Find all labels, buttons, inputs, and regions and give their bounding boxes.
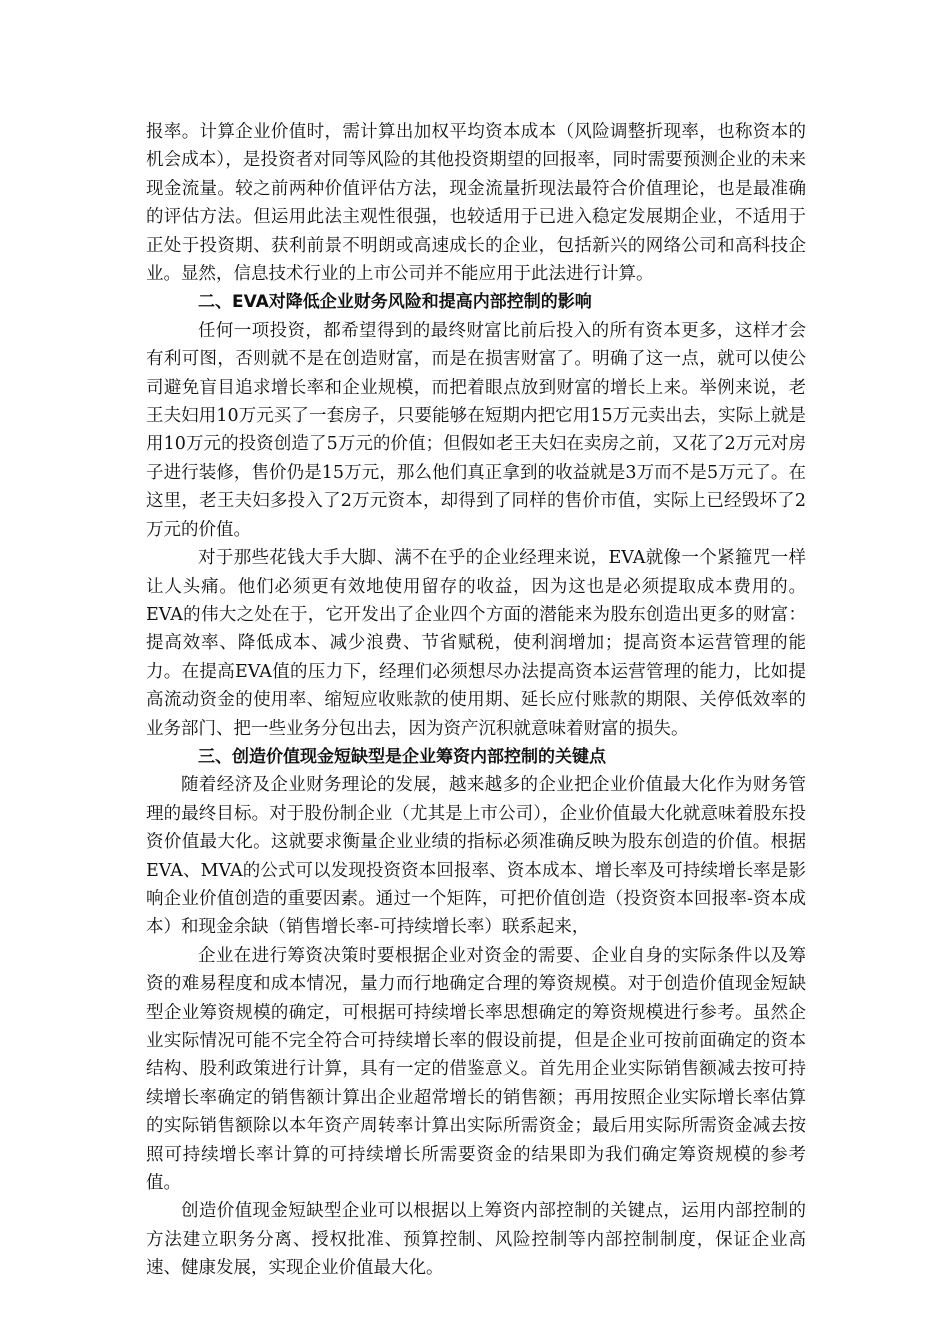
paragraph-3-3: 创造价值现金短缺型企业可以根据以上筹资内部控制的关键点，运用内部控制的方法建立职务分离、授权批准、预算控制、风险控制等内部控制制度，保证企业高速、健康发展，实现企业价值最大化。 — [146, 1201, 806, 1279]
paragraph-2-1: 任何一项投资，都希望得到的最终财富比前后投入的所有资本更多，这样才会有利可图，否则就不是在创造财富，而是在损害财富了。明确了这一点，就可以使公司避免盲目追求增长率和企业规模，而把着眼点放到财富的增长上来。举例来说，老王夫妇用10万元买了一套房子，只要能够在短期内把它用15万元卖出去，实际上就是用10万元的投资创造了5万元的价值；但假如老王夫妇在卖房之前，又花了2万元对房子进行装修，售价仍是15万元，那么他们真正拿到的收益就是3万而不是5万元了。在这里，老王夫妇多投入了2万元资本，却得到了同样的售价市值，实际上已经毁坏了2万元的价值。 — [146, 320, 806, 540]
document-page — [146, 118, 806, 1283]
paragraph-3-1: 随着经济及企业财务理论的发展，越来越多的企业把企业价值最大化作为财务管理的最终目标。对于股份制企业（尤其是上市公司），企业价值最大化就意味着股东投资价值最大化。这就要求衡量企业业绩的指标必须准确反映为股东创造的价值。根据EVA、MVA的公式可以发现投资资本回报率、资本成本、增长率及可持续增长率是影响企业价值创造的重要因素。通过一个矩阵，可把价值创造（投资资本回报率-资本成本）和现金余缺（销售增长率-可持续增长率）联系起来， — [146, 775, 806, 938]
section-heading-3: 三、创造价值现金短缺型是企业筹资内部控制的关键点 — [198, 746, 606, 767]
paragraph-intro: 报率。计算企业价值时，需计算出加权平均资本成本（风险调整折现率，也称资本的机会成本），是投资者对同等风险的其他投资期望的回报率，同时需要预测企业的未来现金流量。较之前两种价值评估方法，现金流量折现法最符合价值理论，也是最准确的评估方法。但运用此法主观性很强，也较适用于已进入稳定发展期企业，不适用于正处于投资期、获利前景不明朗或高速成长的企业，包括新兴的网络公司和高科技企业。显然，信息技术行业的上市公司并不能应用于此法进行计算。 — [146, 122, 806, 285]
paragraph-3-2: 企业在进行筹资决策时要根据企业对资金的需要、企业自身的实际条件以及筹资的难易程度和成本情况，量力而行地确定合理的筹资规模。对于创造价值现金短缺型企业筹资规模的确定，可根据可持续增长率思想确定的筹资规模进行参考。虽然企业实际情况可能不完全符合可持续增长率的假设前提，但是企业可按前面确定的资本结构、股利政策进行计算，具有一定的借鉴意义。首先用企业实际销售额减去按可持续增长率确定的销售额计算出企业超常增长的销售额；再用按照企业实际增长率估算的实际销售额除以本年资产周转率计算出实际所需资金；最后用实际所需资金减去按照可持续增长率计算的可持续增长所需要资金的结果即为我们确定筹资规模的参考值。 — [146, 945, 806, 1194]
paragraph-2-2: 对于那些花钱大手大脚、满不在乎的企业经理来说，EVA就像一个紧箍咒一样让人头痛。他们必须更有效地使用留存的收益，因为这也是必须提取成本费用的。EVA的伟大之处在于，它开发出了企业四个方面的潜能来为股东创造出更多的财富：提高效率、降低成本、减少浪费、节省赋税，使利润增加；提高资本运营管理的能力。在提高EVA值的压力下，经理们必须想尽办法提高资本运营管理的能力，比如提高流动资金的使用率、缩短应收账款的使用期、延长应付账款的期限、关停低效率的业务部门、把一些业务分包出去，因为资产沉积就意味着财富的损失。 — [146, 548, 806, 739]
section-heading-2: 二、EVA对降低企业财务风险和提高内部控制的影响 — [198, 292, 592, 313]
